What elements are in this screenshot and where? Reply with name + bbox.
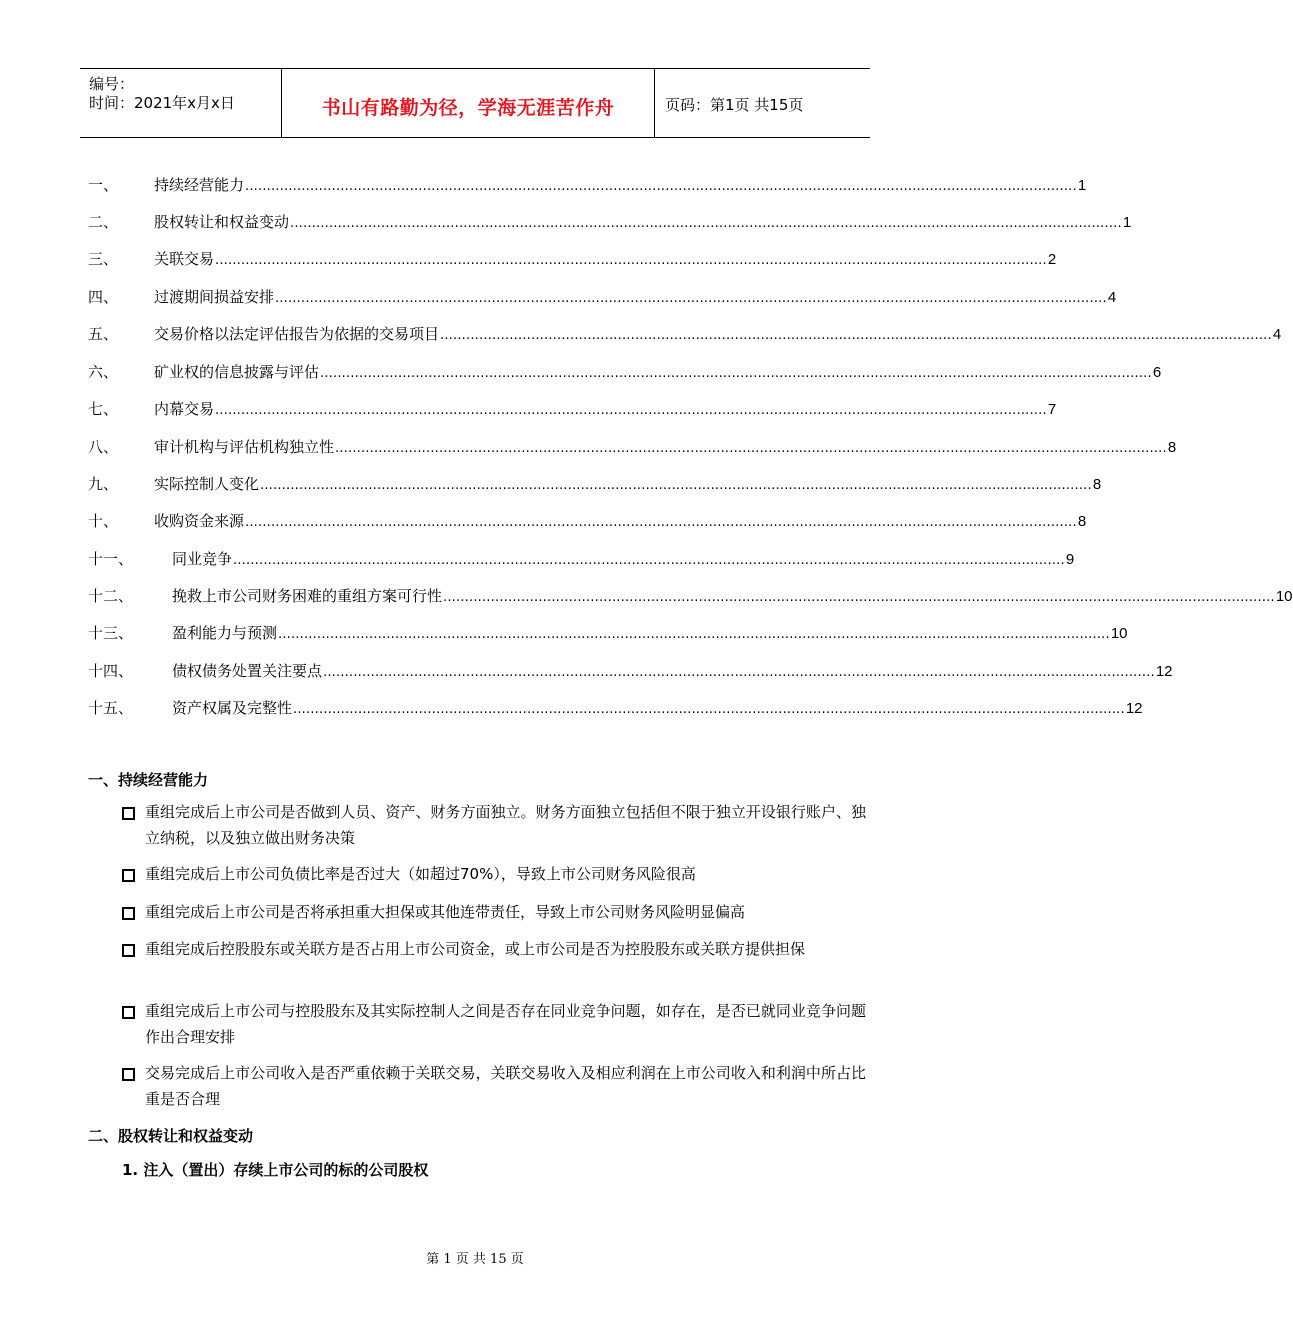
toc-entry[interactable] — [88, 622, 1128, 642]
toc-page: 9 — [1065, 551, 1075, 568]
toc-leader — [172, 622, 1128, 643]
toc-dots: ................................................................................................................................................................................................ — [275, 291, 1107, 306]
toc-page: 8 — [1092, 476, 1102, 493]
toc-entry[interactable] — [88, 660, 1173, 680]
checkbox-square-icon — [122, 1006, 135, 1019]
toc-title: 交易价格以法定评估报告为依据的交易项目 — [154, 325, 440, 343]
toc-number: 三、 — [88, 250, 119, 268]
toc-leader — [172, 697, 1143, 718]
toc-title: 持续经营能力 — [154, 176, 245, 194]
toc-page: 1 — [1077, 177, 1087, 194]
toc-dots: ................................................................................................................................................................................................ — [443, 590, 1275, 605]
toc-title: 债权债务处置关注要点 — [172, 662, 323, 680]
toc-number: 九、 — [88, 475, 119, 493]
toc-page: 10 — [1110, 625, 1128, 642]
toc-number: 十一、 — [88, 550, 134, 568]
toc-leader — [154, 361, 1162, 382]
toc-entry[interactable] — [88, 286, 1117, 306]
document-header — [80, 68, 870, 138]
toc-title: 审计机构与评估机构独立性 — [154, 438, 335, 456]
toc-entry[interactable] — [88, 585, 1293, 605]
toc-title: 内幕交易 — [154, 400, 215, 418]
toc-number: 五、 — [88, 325, 119, 343]
checkbox-square-icon — [122, 907, 135, 920]
toc-number: 七、 — [88, 400, 119, 418]
motto: 书山有路勤为径，学海无涯苦作舟 — [321, 97, 615, 119]
toc-leader — [154, 248, 1057, 269]
list-item-text: 交易完成后上市公司收入是否严重依赖于关联交易，关联交易收入及相应利润在上市公司收入和利润中所占比重是否合理 — [145, 1064, 866, 1108]
toc-dots: ................................................................................................................................................................................................ — [245, 515, 1077, 530]
toc-page: 7 — [1047, 401, 1057, 418]
toc-entry[interactable] — [88, 398, 1057, 418]
toc-leader — [154, 473, 1102, 494]
toc-leader — [154, 211, 1132, 232]
toc-number: 十四、 — [88, 662, 134, 680]
toc-page: 4 — [1107, 289, 1117, 306]
toc-leader — [154, 510, 1087, 531]
toc-number: 十二、 — [88, 587, 134, 605]
toc-number: 十三、 — [88, 624, 134, 642]
toc-dots: ................................................................................................................................................................................................ — [290, 216, 1122, 231]
list-item-text: 重组完成后上市公司负债比率是否过大（如超过70%），导致上市公司财务风险很高 — [145, 865, 696, 883]
header-meta-cell — [80, 69, 282, 137]
list-item-text: 重组完成后上市公司是否将承担重大担保或其他连带责任，导致上市公司财务风险明显偏高 — [145, 903, 746, 921]
toc-dots: ................................................................................................................................................................................................ — [293, 702, 1125, 717]
toc-page: 2 — [1047, 251, 1057, 268]
toc-leader — [154, 436, 1177, 457]
toc-title: 同业竞争 — [172, 550, 233, 568]
toc-title: 矿业权的信息披露与评估 — [154, 363, 320, 381]
toc-title: 挽救上市公司财务困难的重组方案可行性 — [172, 587, 443, 605]
toc-leader — [172, 585, 1293, 606]
toc-entry[interactable] — [88, 473, 1102, 493]
toc-number: 十、 — [88, 512, 119, 530]
list-item-text: 重组完成后上市公司是否做到人员、资产、财务方面独立。财务方面独立包括但不限于独立开设银行账户、独立纳税，以及独立做出财务决策 — [145, 803, 866, 847]
toc-leader — [154, 174, 1087, 195]
toc-title: 关联交易 — [154, 250, 215, 268]
toc-dots: ................................................................................................................................................................................................ — [440, 328, 1272, 343]
list-item — [122, 899, 866, 925]
toc-dots: ................................................................................................................................................................................................ — [233, 553, 1065, 568]
list-item-text: 重组完成后控股股东或关联方是否占用上市公司资金，或上市公司是否为控股股东或关联方提供担保 — [145, 940, 806, 958]
toc-leader — [172, 548, 1075, 569]
checkbox-square-icon — [122, 807, 135, 820]
page-footer: 第 1 页 共 15 页 — [426, 1252, 524, 1267]
toc-dots: ................................................................................................................................................................................................ — [278, 627, 1110, 642]
time-label: 时间：2021年x月x日 — [89, 94, 235, 112]
toc-page: 8 — [1077, 513, 1087, 530]
section-heading: 二、股权转让和权益变动 — [88, 1127, 254, 1145]
toc-leader — [172, 660, 1173, 681]
toc-entry[interactable] — [88, 174, 1087, 194]
toc-dots: ................................................................................................................................................................................................ — [215, 403, 1047, 418]
toc-number: 二、 — [88, 213, 119, 231]
list-item — [122, 1060, 866, 1112]
toc-number: 六、 — [88, 363, 119, 381]
header-page-cell — [655, 69, 870, 137]
list-item — [122, 799, 866, 851]
toc-entry[interactable] — [88, 697, 1143, 717]
header-motto-cell — [282, 69, 655, 137]
toc-page: 4 — [1272, 326, 1282, 343]
toc-page: 1 — [1122, 214, 1132, 231]
toc-page: 10 — [1275, 588, 1293, 605]
toc-entry[interactable] — [88, 248, 1057, 268]
toc-title: 收购资金来源 — [154, 512, 245, 530]
toc-title: 实际控制人变化 — [154, 475, 260, 493]
toc-page: 12 — [1125, 700, 1143, 717]
toc-page: 12 — [1155, 663, 1173, 680]
toc-title: 盈利能力与预测 — [172, 624, 278, 642]
toc-leader — [154, 286, 1117, 307]
toc-dots: ................................................................................................................................................................................................ — [320, 366, 1152, 381]
toc-number: 八、 — [88, 438, 119, 456]
toc-leader — [154, 398, 1057, 419]
toc-dots: ................................................................................................................................................................................................ — [215, 253, 1047, 268]
toc-entry[interactable] — [88, 510, 1087, 530]
page-info: 页码：第1页 共15页 — [665, 96, 804, 114]
list-item — [122, 861, 866, 887]
list-item — [122, 998, 866, 1050]
list-item — [122, 936, 866, 962]
toc-dots: ................................................................................................................................................................................................ — [245, 179, 1077, 194]
toc-entry[interactable] — [88, 211, 1132, 231]
toc-page: 6 — [1152, 364, 1162, 381]
subsection-heading: 1. 注入（置出）存续上市公司的标的公司股权 — [122, 1161, 429, 1179]
toc-page: 8 — [1167, 439, 1177, 456]
toc-number: 十五、 — [88, 699, 134, 717]
toc-dots: ................................................................................................................................................................................................ — [323, 665, 1155, 680]
toc-title: 资产权属及完整性 — [172, 699, 293, 717]
toc-title: 过渡期间损益安排 — [154, 288, 275, 306]
toc-entry[interactable] — [88, 323, 1282, 343]
section-heading: 一、持续经营能力 — [88, 771, 209, 789]
toc-number: 一、 — [88, 176, 119, 194]
checkbox-square-icon — [122, 944, 135, 957]
checkbox-square-icon — [122, 869, 135, 882]
number-label: 编号： — [89, 75, 135, 93]
checkbox-square-icon — [122, 1068, 135, 1081]
toc-entry[interactable] — [88, 548, 1075, 568]
toc-entry[interactable] — [88, 361, 1162, 381]
list-item-text: 重组完成后上市公司与控股股东及其实际控制人之间是否存在同业竞争问题，如存在，是否已就同业竞争问题作出合理安排 — [145, 1002, 866, 1046]
toc-title: 股权转让和权益变动 — [154, 213, 290, 231]
toc-number: 四、 — [88, 288, 119, 306]
toc-leader — [154, 323, 1282, 344]
toc-dots: ................................................................................................................................................................................................ — [335, 441, 1167, 456]
toc-entry[interactable] — [88, 436, 1177, 456]
toc-dots: ................................................................................................................................................................................................ — [260, 478, 1092, 493]
